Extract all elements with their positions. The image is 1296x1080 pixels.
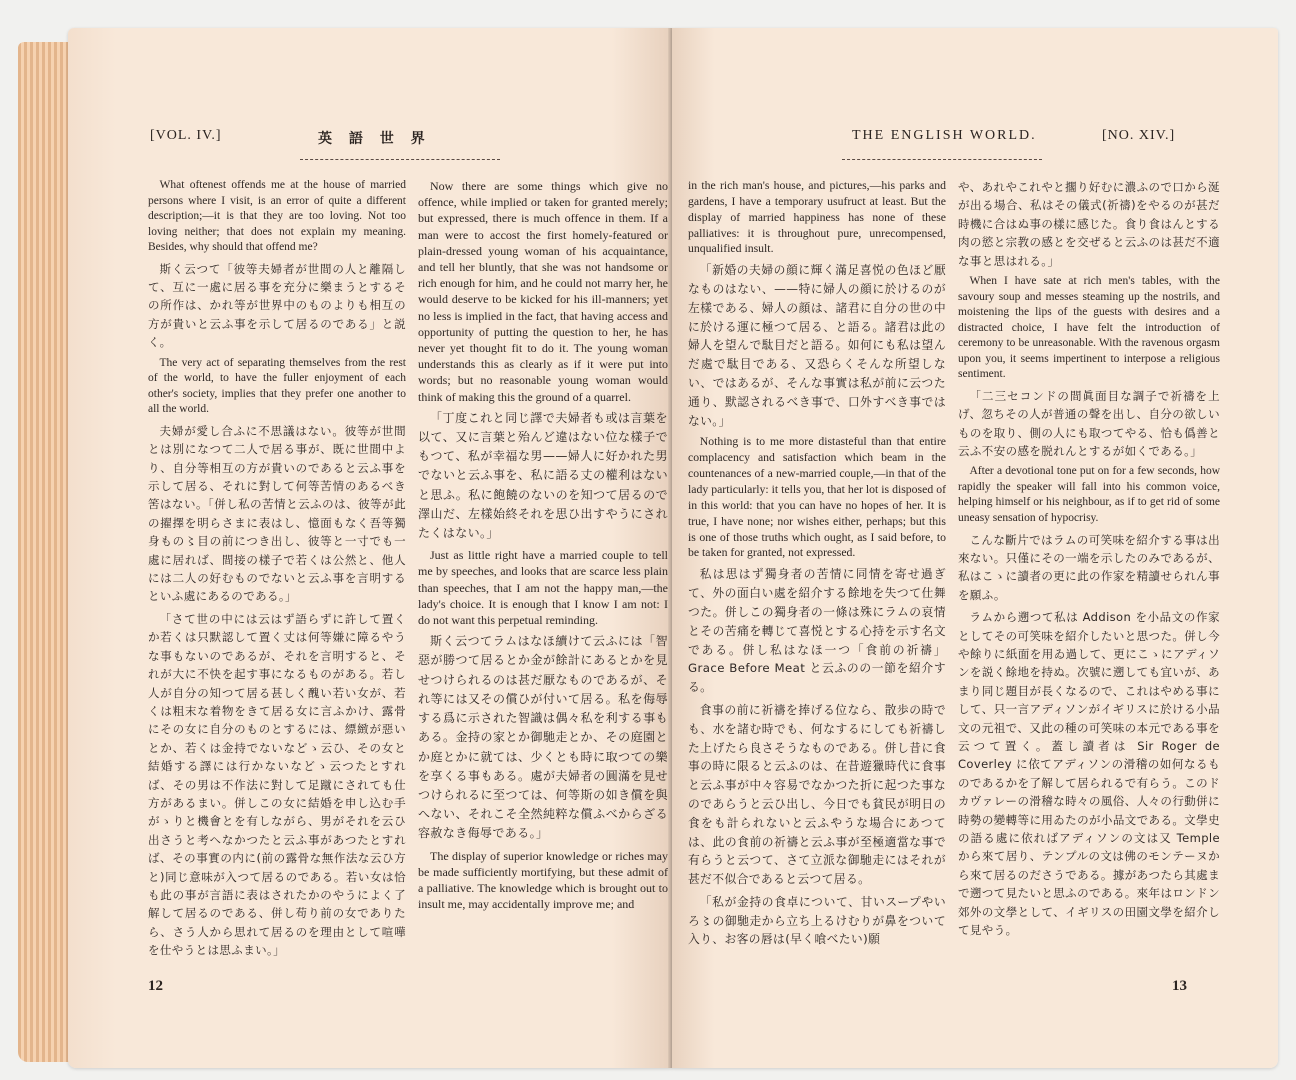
left-column-2	[418, 178, 668, 916]
header-rule	[842, 159, 1042, 160]
japanese-paragraph: 「新婚の夫婦の顔に輝く滿足喜悦の色ほど厭なものはない、——特に婦人の顔に於けるのが左樣である、婦人の顔は、諸君に自分の世の中に於ける運に極つて居る、と語る。諸君は此の婦人を望んで駄目だと語る。如何にも私は望んだ處で駄目である、又恐らくそんな所望しない、ではあるが、そんな事實は私が前に云つた通り、默認されるべき事で、口外すべき事ではない。」	[688, 263, 946, 428]
english-paragraph: Just as little right have a married couple to tell me by speeches, and looks that are scarce less plain than speeches, that I am not the happy man,—the lady's choice. It is enough that I know I am not: I do not want this perpetual reminding.	[418, 548, 668, 628]
right-column-1	[688, 178, 946, 953]
japanese-paragraph: 「私が金持の食卓について、甘いスープやいろ〻の御馳走から立ち上るけむりが鼻をついて入り、お客の唇は(早く喰べたい)願	[688, 894, 946, 947]
open-book	[18, 28, 1280, 1068]
english-paragraph: What oftenest offends me at the house of married persons where I visit, is an error of quite a different description;—it is that they are too loving. Not too loving neither; that does not explain my meaning. Besides, why should that offend me?	[148, 179, 406, 254]
english-paragraph: The very act of separating themselves from the rest of the world, to have the fuller enjoyment of each other's society, implies that they prefer one another to all the world.	[148, 356, 406, 416]
japanese-paragraph: 夫婦が愛し合ふに不思議はない。彼等が世間とは別になつて二人で居る事が、既に世間中より、自分等相互の方が貴いのであると云ふ事を示して居る、それに對して何等苦情のあるべき筈はない。「併し私の苦情と云ふのは、彼等が此の擢擇を明らさまに表はし、憶面もなく吾等獨身もの〻目の前につき出し、彼等と一寸でも一處に居れば、間接の樣子で若くは公然と、他人には二人の好むものでないと云ふ事を言明するといふ處にあるのである。」	[148, 423, 406, 604]
japanese-paragraph: 「二三セコンドの間眞面目な調子で祈禱を上げ、忽ちその人が普通の聲を出し、自分の欲しいものを取り、側の人にも取つてやる、恰も僞善と云ふ不安の感を脱れんとするが如くである。」	[958, 388, 1220, 458]
right-page	[672, 28, 1278, 1068]
header-rule	[300, 159, 500, 160]
english-paragraph: When I have sate at rich men's tables, with the savoury soup and messes steaming up the nostrils, and moistening the lips of the guests with desires and a distracted choice, I have felt the introduction of ceremony to be unreasonable. With the ravenous orgasm upon you, it seems impertinent to interpose a religious sentiment.	[958, 275, 1220, 381]
left-page	[68, 28, 672, 1068]
japanese-paragraph: 「丁度これと同じ譯で夫婦者も或は言葉を以て、又に言葉と殆んど違はない位な樣子でもつて、私が幸福な男——婦人に好かれた男でないと云ふ事を、私に語る丈の權利はないと思ふ。私に飽饒のないのを知つて居るので澤山だ、左樣始終それを思ひ出すやうにされたくはない。」	[418, 410, 668, 541]
japanese-paragraph: こんな斷片ではラムの可笑味を紹介する事は出來ない。只僅にその一端を示したのみであるが、私はこゝに讀者の更に此の作家を精讀せられん事を願ふ。	[958, 532, 1220, 602]
english-paragraph: Nothing is to me more distasteful than that entire complacency and satisfaction which beam in the countenances of a new-married couple,—in that of the lady particularly: it tells you, that her lot is disposed of in this world: that you can have no hopes of her. It is true, I have none; nor wishes either, perhaps; but this is one of those truths which ought, as I said before, to be taken for granted, not expressed.	[688, 435, 946, 560]
japanese-paragraph: ラムから遡つて私は Addison を小品文の作家としてその可笑味を紹介したいと思つた。併し今や餘りに紙面を用ゐ過して、更にこゝにアディソンを説く餘地を持ぬ。次號に遡しても宜いが、あまり同じ題目が長くなるので、これはやめる事にして、只一言アディソンがイギリスに於ける小品文の元祖で、又此の種の可笑味の本元である事を云つて置く。蓋し讀者は Sir Roger de Coverley に依てアディソンの滑稽の如何なるものであるかを了解して居られるで有らう。このドカヴァレーの滑稽な時々の風俗、人々の行動併に時勢の變轉等に用ゐたのが小品文である。文學史の語る處に依ればアディソンの文は又 Temple から來て居り、テンプルの文は佛のモンテーヌから來て居るのださうである。據があつたら其處まで遡つて見たいと思ふのである。來年はロンドン郊外の文學として、イギリスの田園文學を紹介して見やう。	[958, 610, 1220, 938]
english-paragraph: The display of superior knowledge or riches may be made sufficiently mortifying, but these admit of a palliative. The knowledge which is brought out to insult me, may accidentally improve me; and	[418, 848, 668, 912]
left-column-1	[148, 178, 406, 964]
japanese-paragraph: 「さて世の中には云はず語らずに許して置くか若くは只默認して置く丈は何等嫌に障るやうな事もないのであるが、それを言明すると、それが大に不快を起す事になるものがある。若し人が自分の知つて居る甚しく醜い若い女が、若くは粗末な着物をきて居る女に言ふかけ、露骨にその女に自分のものとするには、縹緻が惡いとか、若くは金持でないなどゝ云ひ、その女と結婚する譯には行かないなどゝ云つたとすれば、その男は不作法に對して足蹴にされても仕方があるまい。併しこの女に結婚を申し込む手がゝりと機會とを有しながら、男がそれを云ひ出さうと考へなかつたと云ふ事があつたとすれば、その事實の内に(前の露骨な無作法な云ひ方と)同じ意味が入つて居るのである。若い女は恰も此の事が言語に表はされたかのやうによく了解して居るのである、併し苟り前の女でありたら、さう人から思れて居るのを理由として喧嘩を仕やうとは思ふまい。」	[148, 611, 406, 958]
page-number-right: 13	[1172, 978, 1187, 994]
english-paragraph: After a devotional tone put on for a few seconds, how rapidly the speaker will fall into his common voice, helping himself or his neighbour, as if to get rid of some uneasy sensation of hypocrisy.	[958, 465, 1220, 524]
japanese-paragraph: 私は思はず獨身者の苦情に同情を寄せ過ぎて、外の面白い處を紹介する餘地を失つて仕舞つた。併しこの獨身者の一條は殊にラムの哀情とその苦痛を轉じて喜悦とする心持を示す名文である。併し私はなほ一つ「食前の祈禱」Grace Before Meat と云ふのの一節を紹介する。	[688, 567, 946, 695]
magazine-title-en: THE ENGLISH WORLD.	[852, 128, 1037, 143]
page-number-left: 12	[148, 978, 163, 994]
magazine-title-ja: 英 語 世 界	[318, 131, 431, 147]
right-column-2	[958, 178, 1220, 943]
volume-label: [VOL. IV.]	[150, 128, 222, 143]
issue-number-label: [NO. XIV.]	[1102, 128, 1176, 143]
japanese-paragraph: 斯く云つてラムはなほ續けて云ふには「智惡が勝つて居るとか金が餘計にあるとかを見せつけられるのは甚だ厭なものであるが、それ等には又その償ひが付いて居る。私を侮辱する爲に示された智識は偶々私を利する事もある。金持の家とか御馳走とか、その庭園とか庭とかに就ては、少くとも時に取つての樂を享くる事もある。處が夫婦者の圓滿を見せつけられるに至つては、何等斯の如き償を與へない、それこそ全然純粹な償ふべからざる容赦なき侮辱である。」	[418, 634, 668, 841]
japanese-paragraph: や、あれやこれやと擱り好むに濃ふので口から涎が出る場合、私はその儀式(祈禱)をやるのが甚だ時機に合はぬ事の樣に感じた。食り食はんとする肉の慾と宗教の感とを交ぜると云ふのは甚だ不適な事と思はれる。」	[958, 180, 1220, 268]
english-paragraph: in the rich man's house, and pictures,—his parks and gardens, I have a temporary usufruct at least. But the display of married happiness has none of these palliatives: it is throughout pure, unrecompensed, unqualified insult.	[688, 179, 946, 256]
japanese-paragraph: 食事の前に祈禱を捧げる位なら、散歩の時でも、水を諸む時でも、何なするにしても祈禱した上げたら良さそうなものである。併し昔に食事の時に限ると云ふのは、在昔遊獵時代に食事と云ふ事が中々容易でなかつた折に起つた事なのであらうと云ひ出し、今日でも貧民が明日の食をも計られないと云ふやうな場合にあつては、此の食前の祈禱と云ふ事が至極適當な事で有らうと云つて、さて立派な御馳走にはそれが甚だ不似合であると云つて居る。	[688, 702, 946, 887]
japanese-paragraph: 斯く云つて「彼等夫婦者が世間の人と離隔して、互に一處に居る事を充分に樂まうとするその所作は、かれ等が世界中のものよりも相互の方が貴いと云ふ事を示して居るのである」と説く。	[148, 261, 406, 350]
english-paragraph: Now there are some things which give no offence, while implied or taken for granted merely; but expressed, there is much offence in them. If a man were to accost the first homely-featured or plain-dressed young woman of his acquaintance, and tell her bluntly, that she was not handsome or rich enough for him, and he could not marry her, he would deserve to be kicked for his ill-manners; yet no less is implied in the fact, that having access and opportunity of putting the question to her, he has never yet thought fit to do it. The young woman understands this as clearly as if it were put into words; but no reasonable young woman would think of making this the ground of a quarrel.	[418, 179, 668, 404]
